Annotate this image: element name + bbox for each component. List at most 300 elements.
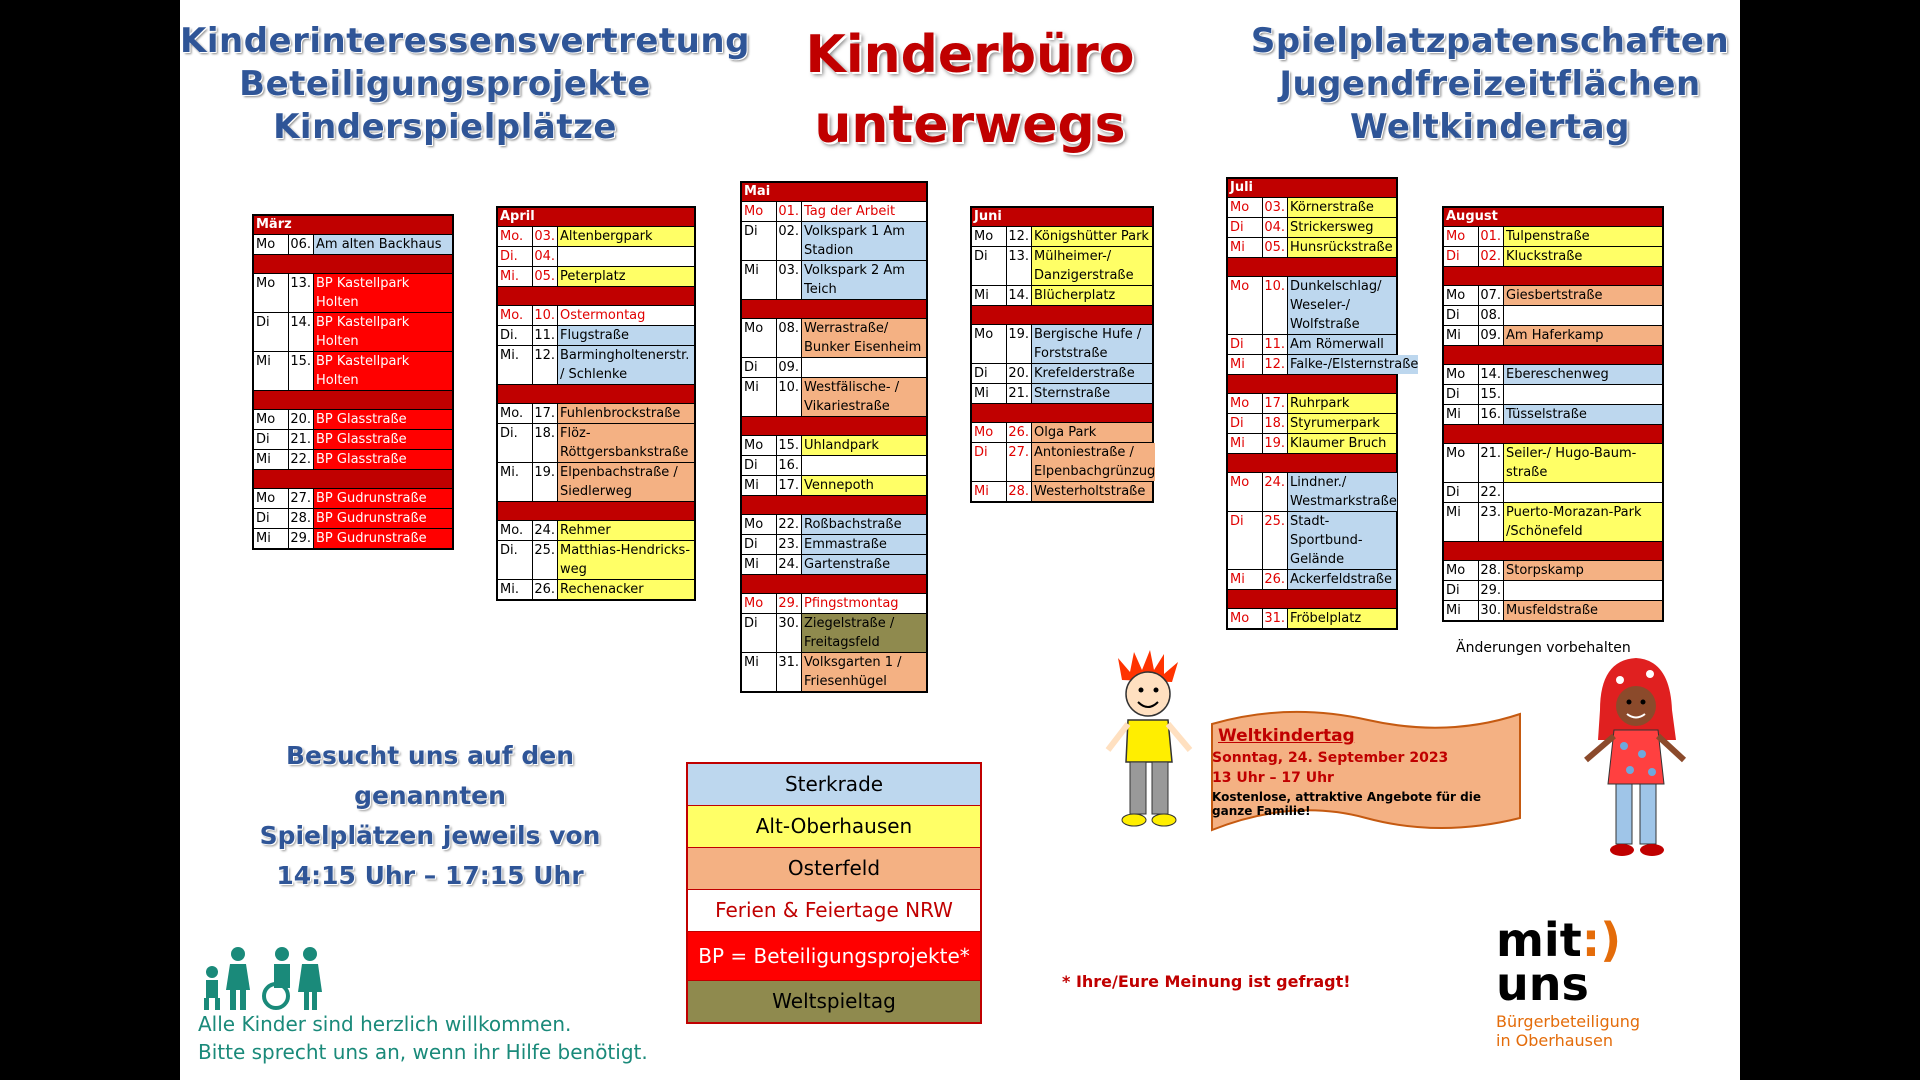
calendar-row <box>254 235 452 255</box>
week-separator <box>972 306 1152 325</box>
footer-line: Bitte sprecht uns an, wenn ihr Hilfe benötigt. <box>198 1040 648 1064</box>
weekday: Mi <box>742 378 777 416</box>
location: Matthias-Hendricks-weg <box>558 541 694 579</box>
weekday: Mi <box>254 450 289 469</box>
day-number: 12. <box>1263 355 1288 374</box>
location: Vennepoth <box>802 476 926 495</box>
weekday: Mi <box>742 653 777 691</box>
location: Stadt-Sportbund-Gelände <box>1288 512 1396 569</box>
legend-osterfeld: Osterfeld <box>688 848 980 890</box>
weekday: Di <box>972 443 1007 481</box>
weekday: Mo <box>972 227 1007 246</box>
calendar-juni <box>970 206 1154 503</box>
calendar-maerz <box>252 214 454 550</box>
weekday: Di <box>742 535 777 554</box>
day-number: 01. <box>777 202 802 221</box>
location: Volkspark 1 Am Stadion <box>802 222 926 260</box>
calendar-row <box>1444 405 1662 425</box>
right-header-line: Jugendfreizeitflächen <box>1279 64 1701 104</box>
weekday: Di <box>1228 512 1263 569</box>
location: Dunkelschlag/ Weseler-/ Wolfstraße <box>1288 277 1396 334</box>
weekday: Mo <box>742 319 777 357</box>
day-number: 17. <box>777 476 802 495</box>
day-number: 01. <box>1479 227 1504 246</box>
weekday: Mi <box>1444 405 1479 424</box>
weekday: Mo <box>742 594 777 613</box>
weekday: Di <box>1444 247 1479 266</box>
weekday: Di <box>1444 385 1479 404</box>
day-number: 10. <box>777 378 802 416</box>
weekday: Mi <box>254 529 289 548</box>
day-number: 29. <box>289 529 314 548</box>
location: Westerholtstraße <box>1032 482 1152 501</box>
day-number: 10. <box>1263 277 1288 334</box>
day-number: 22. <box>777 515 802 534</box>
location: Tag der Arbeit <box>804 204 896 219</box>
day-number: 08. <box>1479 306 1504 325</box>
location: BP Kastellpark Holten <box>314 274 452 312</box>
location: Körnerstraße <box>1288 198 1396 217</box>
weekday: Di <box>742 614 777 652</box>
day-number: 30. <box>777 614 802 652</box>
day-number: 23. <box>777 535 802 554</box>
day-number: 31. <box>1263 609 1288 628</box>
calendar-row <box>498 346 694 385</box>
calendar-mai <box>740 181 928 693</box>
legend-sterkrade: Sterkrade <box>688 764 980 806</box>
location: Pfingstmontag <box>804 596 899 611</box>
weekday: Mo. <box>498 404 533 423</box>
weltkindertag-date: Sonntag, 24. September 2023 <box>1212 750 1449 766</box>
location: Am alten Backhaus <box>314 235 452 254</box>
calendar-row <box>498 463 694 502</box>
calendar-row <box>1444 306 1662 326</box>
weekday: Di <box>254 430 289 449</box>
day-number: 05. <box>1263 238 1288 257</box>
day-number: 09. <box>777 358 802 377</box>
calendar-row <box>1228 434 1396 454</box>
day-number: 15. <box>777 436 802 455</box>
day-number: 19. <box>533 463 558 501</box>
day-number: 21. <box>289 430 314 449</box>
location: Barmingholtenerstr. / Schlenke <box>558 346 694 384</box>
calendar-row <box>742 653 926 691</box>
day-number: 18. <box>533 424 558 462</box>
location <box>1504 385 1662 404</box>
weekday: Mi. <box>498 463 533 501</box>
month-header: Juni <box>972 208 1152 227</box>
weekday: Mo <box>254 489 289 508</box>
day-number: 20. <box>1007 364 1032 383</box>
day-number: 08. <box>777 319 802 357</box>
location <box>802 456 926 475</box>
day-number: 09. <box>1479 326 1504 345</box>
day-number: 03. <box>533 227 558 246</box>
location <box>1504 581 1662 600</box>
day-number: 25. <box>1263 512 1288 569</box>
location: Falke-/Elsternstraße <box>1290 357 1419 372</box>
legend <box>686 762 982 1024</box>
week-separator <box>1444 542 1662 561</box>
calendar-row <box>972 443 1156 482</box>
week-separator <box>498 287 694 306</box>
day-number: 15. <box>1479 385 1504 404</box>
footer-text <box>198 1010 648 1066</box>
calendar-juli <box>1226 177 1419 630</box>
week-separator <box>742 496 926 515</box>
weekday: Mo. <box>498 306 533 325</box>
weekday: Mo. <box>498 227 533 246</box>
calendar-row <box>742 222 926 261</box>
weekday: Mo <box>1228 198 1263 217</box>
weekday: Mo <box>254 235 289 254</box>
weekday: Di <box>1228 335 1263 354</box>
location <box>1504 483 1662 502</box>
day-number: 14. <box>1479 365 1504 384</box>
calendar-row <box>1228 512 1396 570</box>
mit-uns-logo <box>1496 913 1641 1050</box>
weekday: Di <box>972 247 1007 285</box>
weekday: Mo <box>254 410 289 429</box>
week-separator <box>1228 258 1396 277</box>
day-number: 16. <box>1479 405 1504 424</box>
calendar-row <box>742 555 926 575</box>
calendar-row <box>1228 198 1396 218</box>
calendar-row <box>254 529 452 548</box>
location: Uhlandpark <box>802 436 926 455</box>
weekday: Mo. <box>498 521 533 540</box>
location: Bergische Hufe / Forststraße <box>1032 325 1152 363</box>
weekday: Mo <box>1444 365 1479 384</box>
week-separator <box>742 300 926 319</box>
logo-line2: uns <box>1496 957 1589 1011</box>
location: Hunsrückstraße <box>1288 238 1396 257</box>
location: Kluckstraße <box>1504 247 1662 266</box>
calendar-row <box>1228 609 1396 628</box>
day-number: 02. <box>1479 247 1504 266</box>
location: Königshütter Park <box>1032 227 1152 246</box>
calendar-row <box>742 261 926 300</box>
weekday: Mo <box>1444 444 1479 482</box>
location: BP Kastellpark Holten <box>314 313 452 351</box>
day-number: 11. <box>1263 335 1288 354</box>
changes-note: Änderungen vorbehalten <box>1456 640 1631 656</box>
location: Fröbelplatz <box>1288 609 1396 628</box>
day-number: 03. <box>1263 198 1288 217</box>
legend-alt-oberhausen: Alt-Oberhausen <box>688 806 980 848</box>
location: Fuhlenbrockstraße <box>558 404 694 423</box>
weekday: Mi <box>1444 503 1479 541</box>
weekday: Mi <box>1228 355 1263 374</box>
day-number: 21. <box>1479 444 1504 482</box>
weekday: Mo <box>1444 286 1479 305</box>
location: Elpenbachstraße / Siedlerweg <box>558 463 694 501</box>
legend-ferien: Ferien & Feiertage NRW <box>688 890 980 932</box>
location: Rechenacker <box>558 580 694 599</box>
day-number: 24. <box>1263 473 1288 511</box>
calendar-row <box>498 306 694 326</box>
weekday: Mo <box>742 436 777 455</box>
weekday: Mo <box>1444 227 1479 246</box>
right-header-line: Weltkindertag <box>1350 107 1630 147</box>
month-header: August <box>1444 208 1662 227</box>
day-number: 14. <box>289 313 314 351</box>
location: Ostermontag <box>560 308 646 323</box>
logo-sub2: in Oberhausen <box>1496 1031 1613 1050</box>
weekday: Mo <box>1228 473 1263 511</box>
weekday: Mo <box>1228 277 1263 334</box>
visit-line: Besucht uns auf den genannten <box>285 741 575 810</box>
weekday: Mi <box>254 352 289 390</box>
calendar-row <box>1444 581 1662 601</box>
calendar-row <box>972 364 1152 384</box>
weekday: Mo <box>742 202 777 221</box>
calendar-row <box>254 313 452 352</box>
title-line: Kinderbüro <box>805 25 1135 85</box>
weekday: Di <box>742 222 777 260</box>
calendar-row <box>498 326 694 346</box>
calendar-row <box>972 247 1152 286</box>
day-number: 11. <box>533 326 558 345</box>
calendar-row <box>1228 394 1396 414</box>
day-number: 03. <box>777 261 802 299</box>
visit-line: 14:15 Uhr – 17:15 Uhr <box>276 861 584 890</box>
day-number: 06. <box>289 235 314 254</box>
day-number: 22. <box>289 450 314 469</box>
main-title <box>740 20 1200 160</box>
calendar-row <box>742 358 926 378</box>
logo-line1: mit:) <box>1496 913 1622 967</box>
weltkindertag-time: 13 Uhr – 17 Uhr <box>1212 770 1334 786</box>
day-number: 10. <box>533 306 558 325</box>
weekday: Di <box>972 364 1007 383</box>
calendar-row <box>1444 561 1662 581</box>
left-header-line: Beteiligungsprojekte <box>239 64 651 104</box>
day-number: 21. <box>1007 384 1032 403</box>
calendar-row <box>742 614 926 653</box>
weekday: Di <box>742 358 777 377</box>
day-number: 17. <box>1263 394 1288 413</box>
slide <box>180 0 1740 1080</box>
legend-weltspieltag: Weltspieltag <box>688 981 980 1022</box>
location: Sternstraße <box>1032 384 1152 403</box>
calendar-row <box>498 521 694 541</box>
day-number: 12. <box>533 346 558 384</box>
weekday: Di <box>1444 306 1479 325</box>
location: Strickersweg <box>1288 218 1396 237</box>
calendar-row <box>254 509 452 529</box>
day-number: 04. <box>1263 218 1288 237</box>
week-separator <box>254 255 452 274</box>
weekday: Mi. <box>498 267 533 286</box>
week-separator <box>1228 454 1396 473</box>
weekday: Mi. <box>498 346 533 384</box>
day-number: 17. <box>533 404 558 423</box>
location: Lindner./ Westmarkstraße <box>1290 475 1397 509</box>
location <box>802 358 926 377</box>
boy-illustration <box>1100 650 1200 850</box>
location <box>1504 306 1662 325</box>
day-number: 29. <box>777 594 802 613</box>
calendar-row <box>972 227 1152 247</box>
visit-text <box>210 736 650 896</box>
weekday: Di <box>254 509 289 528</box>
calendar-row <box>972 482 1152 501</box>
day-number: 05. <box>533 267 558 286</box>
calendar-row <box>742 436 926 456</box>
day-number: 30. <box>1479 601 1504 620</box>
weekday: Di <box>1444 483 1479 502</box>
location: Ruhrpark <box>1288 394 1396 413</box>
calendar-row <box>742 456 926 476</box>
calendar-row <box>1228 238 1396 258</box>
location: Styrumerpark <box>1288 414 1396 433</box>
calendar-row <box>254 410 452 430</box>
day-number: 13. <box>289 274 314 312</box>
weekday: Di. <box>498 424 533 462</box>
weekday: Mo <box>1228 394 1263 413</box>
weekday: Mi <box>1228 434 1263 453</box>
day-number: 26. <box>533 580 558 599</box>
location: Altenbergpark <box>558 227 694 246</box>
weekday: Mo <box>1228 609 1263 628</box>
day-number: 31. <box>777 653 802 691</box>
location: Peterplatz <box>558 267 694 286</box>
logo-smiley: :) <box>1581 913 1622 967</box>
day-number: 29. <box>1479 581 1504 600</box>
week-separator <box>254 391 452 410</box>
calendar-row <box>742 515 926 535</box>
weekday: Mo <box>972 423 1007 442</box>
left-header <box>180 20 750 149</box>
day-number: 27. <box>289 489 314 508</box>
day-number: 20. <box>289 410 314 429</box>
calendar-row <box>254 489 452 509</box>
week-separator <box>742 575 926 594</box>
calendar-row <box>972 423 1152 443</box>
inclusion-icon <box>196 946 330 1010</box>
weekday: Mi <box>1228 238 1263 257</box>
location: BP Glasstraße <box>314 410 452 429</box>
calendar-row <box>972 384 1152 404</box>
calendar-row <box>1444 247 1662 267</box>
left-header-line: Kinderspielplätze <box>273 107 617 147</box>
month-header: März <box>254 216 452 235</box>
weekday: Di <box>1228 414 1263 433</box>
calendar-row <box>1444 601 1662 620</box>
week-separator <box>972 404 1152 423</box>
calendar-row <box>742 476 926 496</box>
calendar-row <box>1444 326 1662 346</box>
location: Roßbachstraße <box>802 515 926 534</box>
calendar-row <box>254 274 452 313</box>
calendar-row <box>254 352 452 391</box>
calendar-row <box>498 580 694 599</box>
day-number: 26. <box>1007 423 1032 442</box>
day-number: 27. <box>1007 443 1032 481</box>
visit-line: Spielplätzen jeweils von <box>259 821 601 850</box>
weekday: Di <box>1228 218 1263 237</box>
location: Klaumer Bruch <box>1288 434 1396 453</box>
day-number: 13. <box>1007 247 1032 285</box>
calendar-row <box>1444 385 1662 405</box>
location: Storpskamp <box>1504 561 1662 580</box>
calendar-row <box>1228 218 1396 238</box>
weekday: Mo <box>1444 561 1479 580</box>
calendar-row <box>498 227 694 247</box>
calendar-row <box>1444 444 1662 483</box>
right-header <box>1250 20 1730 149</box>
day-number: 24. <box>777 555 802 574</box>
weekday: Mi <box>742 261 777 299</box>
calendar-row <box>1444 503 1662 542</box>
weekday: Di <box>254 313 289 351</box>
day-number: 19. <box>1263 434 1288 453</box>
weekday: Mi <box>972 482 1007 501</box>
title-line: unterwegs <box>814 95 1126 155</box>
calendar-row <box>1228 277 1396 335</box>
location: Volkspark 2 Am Teich <box>802 261 926 299</box>
weekday: Mi <box>742 476 777 495</box>
day-number: 07. <box>1479 286 1504 305</box>
day-number: 28. <box>289 509 314 528</box>
week-separator <box>742 417 926 436</box>
day-number: 02. <box>777 222 802 260</box>
location: Blücherplatz <box>1032 286 1152 305</box>
calendar-row <box>972 325 1152 364</box>
day-number: 15. <box>289 352 314 390</box>
left-header-line: Kinderinteressensvertretung <box>180 21 750 61</box>
location: BP Gudrunstraße <box>314 509 452 528</box>
location: Ebereschenweg <box>1504 365 1662 384</box>
calendar-row <box>498 404 694 424</box>
location: Emmastraße <box>802 535 926 554</box>
location: Ziegelstraße / Freitagsfeld <box>802 614 926 652</box>
location: Werrastraße/ Bunker Eisenheim <box>802 319 926 357</box>
calendar-row <box>254 450 452 470</box>
weekday: Mi <box>1444 326 1479 345</box>
location: Musfeldstraße <box>1504 601 1662 620</box>
location: Tüsselstraße <box>1504 405 1662 424</box>
location: BP Glasstraße <box>314 430 452 449</box>
week-separator <box>1444 346 1662 365</box>
calendar-row <box>742 319 926 358</box>
day-number: 04. <box>533 247 558 266</box>
weekday: Mi <box>1444 601 1479 620</box>
weekday: Mi <box>972 384 1007 403</box>
weekday: Mo <box>742 515 777 534</box>
day-number: 12. <box>1007 227 1032 246</box>
calendar-row <box>1444 365 1662 385</box>
weekday: Di. <box>498 326 533 345</box>
location: Puerto-Morazan-Park /Schönefeld <box>1504 503 1662 541</box>
location: BP Gudrunstraße <box>314 489 452 508</box>
week-separator <box>1228 375 1396 394</box>
calendar-row <box>498 541 694 580</box>
location: Giesbertstraße <box>1504 286 1662 305</box>
day-number: 25. <box>533 541 558 579</box>
weekday: Di <box>1444 581 1479 600</box>
location: Flugstraße <box>558 326 694 345</box>
week-separator <box>254 470 452 489</box>
day-number: 16. <box>777 456 802 475</box>
weekday: Di <box>742 456 777 475</box>
week-separator <box>1228 590 1396 609</box>
location: Seiler-/ Hugo-Baum-straße <box>1504 444 1662 482</box>
calendar-row <box>742 594 926 614</box>
day-number: 28. <box>1479 561 1504 580</box>
weekday: Mo <box>972 325 1007 363</box>
